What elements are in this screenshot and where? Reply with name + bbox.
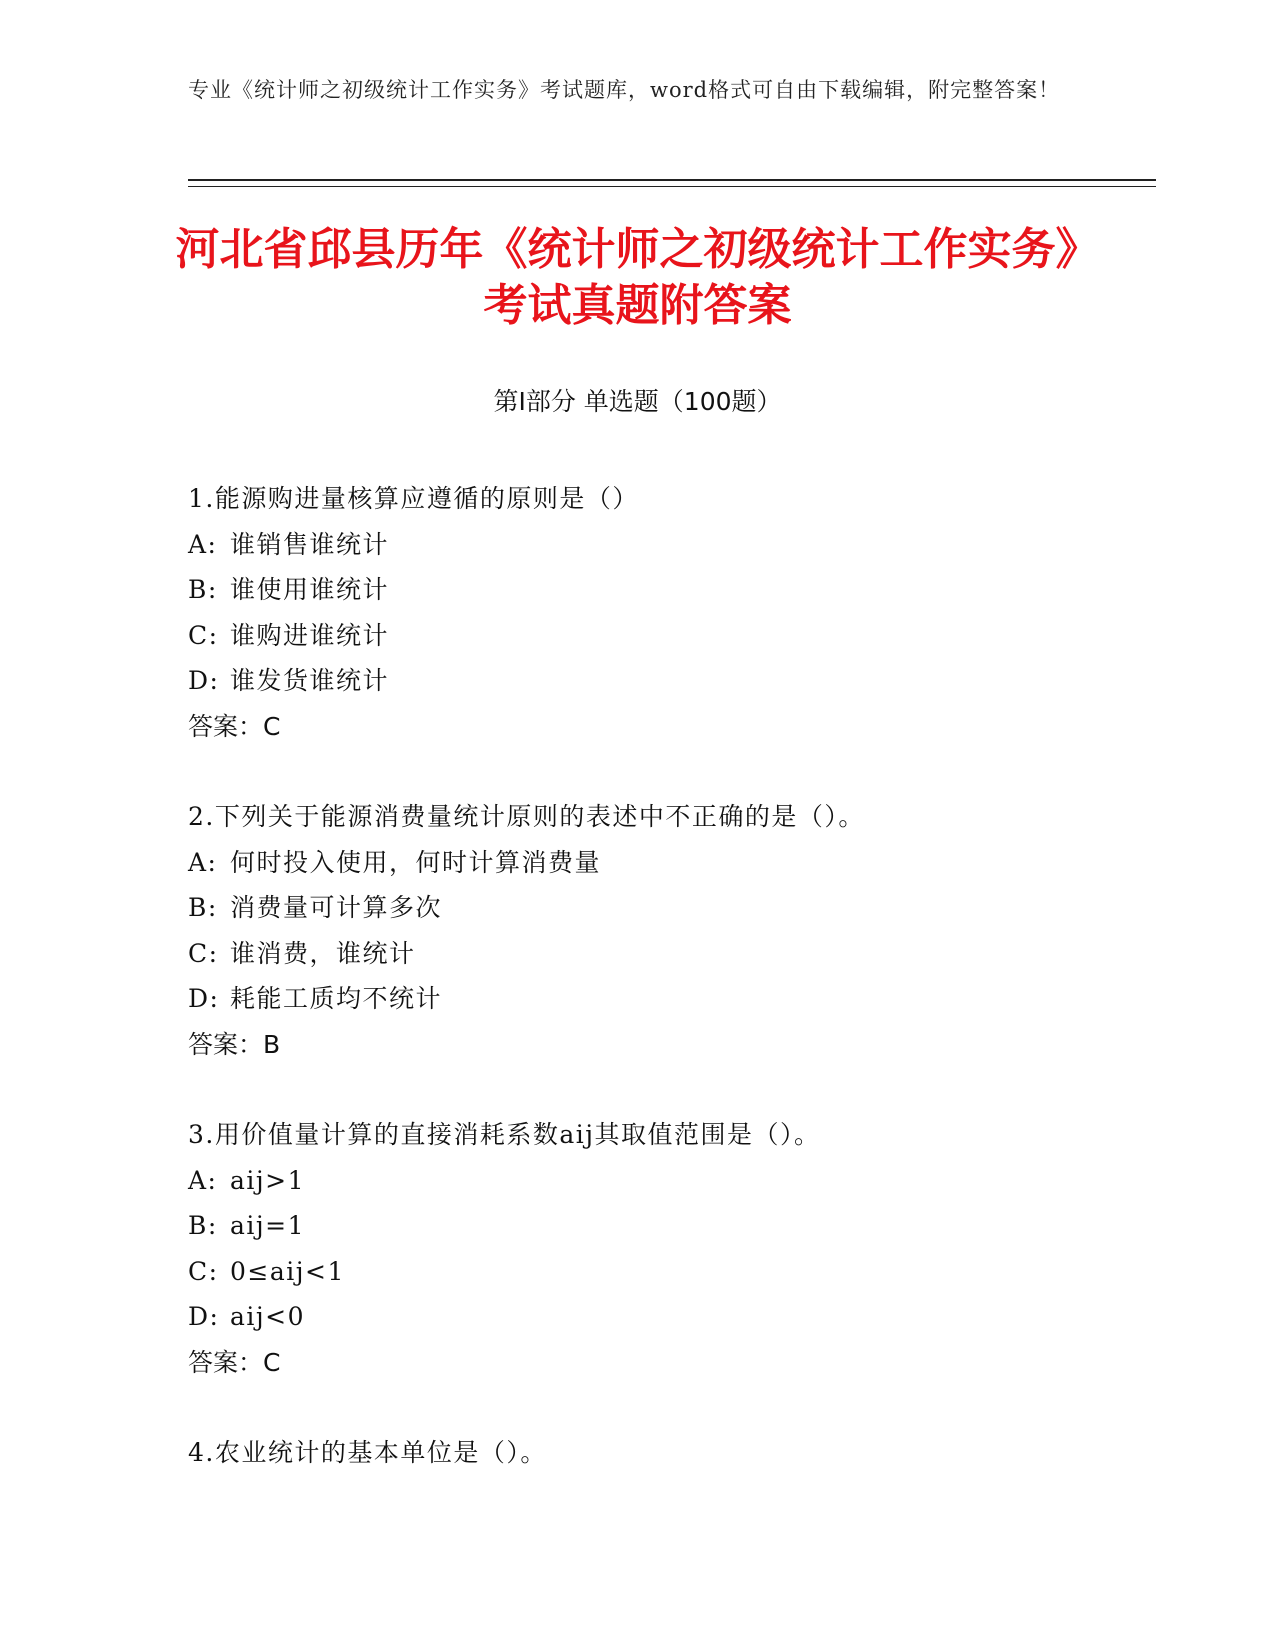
question-stem: 2.下列关于能源消费量统计原则的表述中不正确的是（）。 — [188, 802, 865, 831]
answer-line: 答案：C — [188, 1347, 281, 1377]
option-key: A: — [188, 847, 218, 877]
option-c — [188, 931, 1148, 977]
option-text: 耗能工质均不统计 — [230, 984, 443, 1013]
option-text: aij=1 — [230, 1211, 306, 1240]
option-text: 消费量可计算多次 — [230, 893, 443, 922]
question-stem: 3.用价值量计算的直接消耗系数aij其取值范围是（）。 — [188, 1120, 821, 1149]
option-a — [188, 522, 1148, 568]
header-note: 专业《统计师之初级统计工作实务》考试题库，word格式可自由下载编辑，附完整答案！ — [188, 78, 1061, 102]
question-list — [188, 476, 1148, 1521]
option-key: D: — [188, 984, 220, 1013]
header-divider-thin — [188, 186, 1156, 187]
option-text: 谁销售谁统计 — [230, 529, 390, 559]
question-stem: 1.能源购进量核算应遵循的原则是（） — [188, 484, 639, 513]
option-key: B: — [188, 893, 218, 922]
option-key: B: — [188, 1211, 218, 1240]
option-b — [188, 567, 1148, 613]
document-title: 河北省邱县历年《统计师之初级统计工作实务》考试真题附答案 — [175, 224, 1100, 331]
option-key: A: — [188, 1165, 218, 1195]
option-text: 何时投入使用，何时计算消费量 — [230, 847, 602, 877]
option-d — [188, 976, 1148, 1022]
option-c — [188, 613, 1148, 659]
option-b — [188, 1203, 1148, 1249]
answer-line: 答案：C — [188, 711, 281, 741]
option-a — [188, 840, 1148, 886]
question-3 — [188, 1112, 1148, 1385]
option-key: C: — [188, 620, 219, 650]
header-divider-thick — [188, 179, 1156, 181]
option-d — [188, 658, 1148, 704]
question-stem: 4.农业统计的基本单位是（）。 — [188, 1438, 547, 1467]
option-key: D: — [188, 666, 220, 695]
answer-line: 答案：B — [188, 1029, 281, 1059]
question-1 — [188, 476, 1148, 749]
option-key: C: — [188, 1256, 219, 1286]
section-title: 第Ⅰ部分 单选题（100题） — [493, 387, 782, 416]
question-2 — [188, 794, 1148, 1067]
option-key: B: — [188, 575, 218, 604]
option-text: 谁使用谁统计 — [230, 575, 390, 604]
option-b — [188, 885, 1148, 931]
option-text: 谁购进谁统计 — [230, 620, 390, 650]
option-text: aij>1 — [230, 1165, 306, 1195]
option-key: A: — [188, 529, 218, 559]
option-a — [188, 1158, 1148, 1204]
option-d — [188, 1294, 1148, 1340]
option-key: D: — [188, 1302, 220, 1331]
option-text: 谁发货谁统计 — [230, 666, 390, 695]
question-4 — [188, 1430, 1148, 1476]
option-key: C: — [188, 938, 219, 968]
option-text: aij<0 — [230, 1302, 306, 1331]
option-c — [188, 1249, 1148, 1295]
option-text: 谁消费，谁统计 — [230, 938, 416, 968]
option-text: 0≤aij<1 — [230, 1256, 345, 1286]
